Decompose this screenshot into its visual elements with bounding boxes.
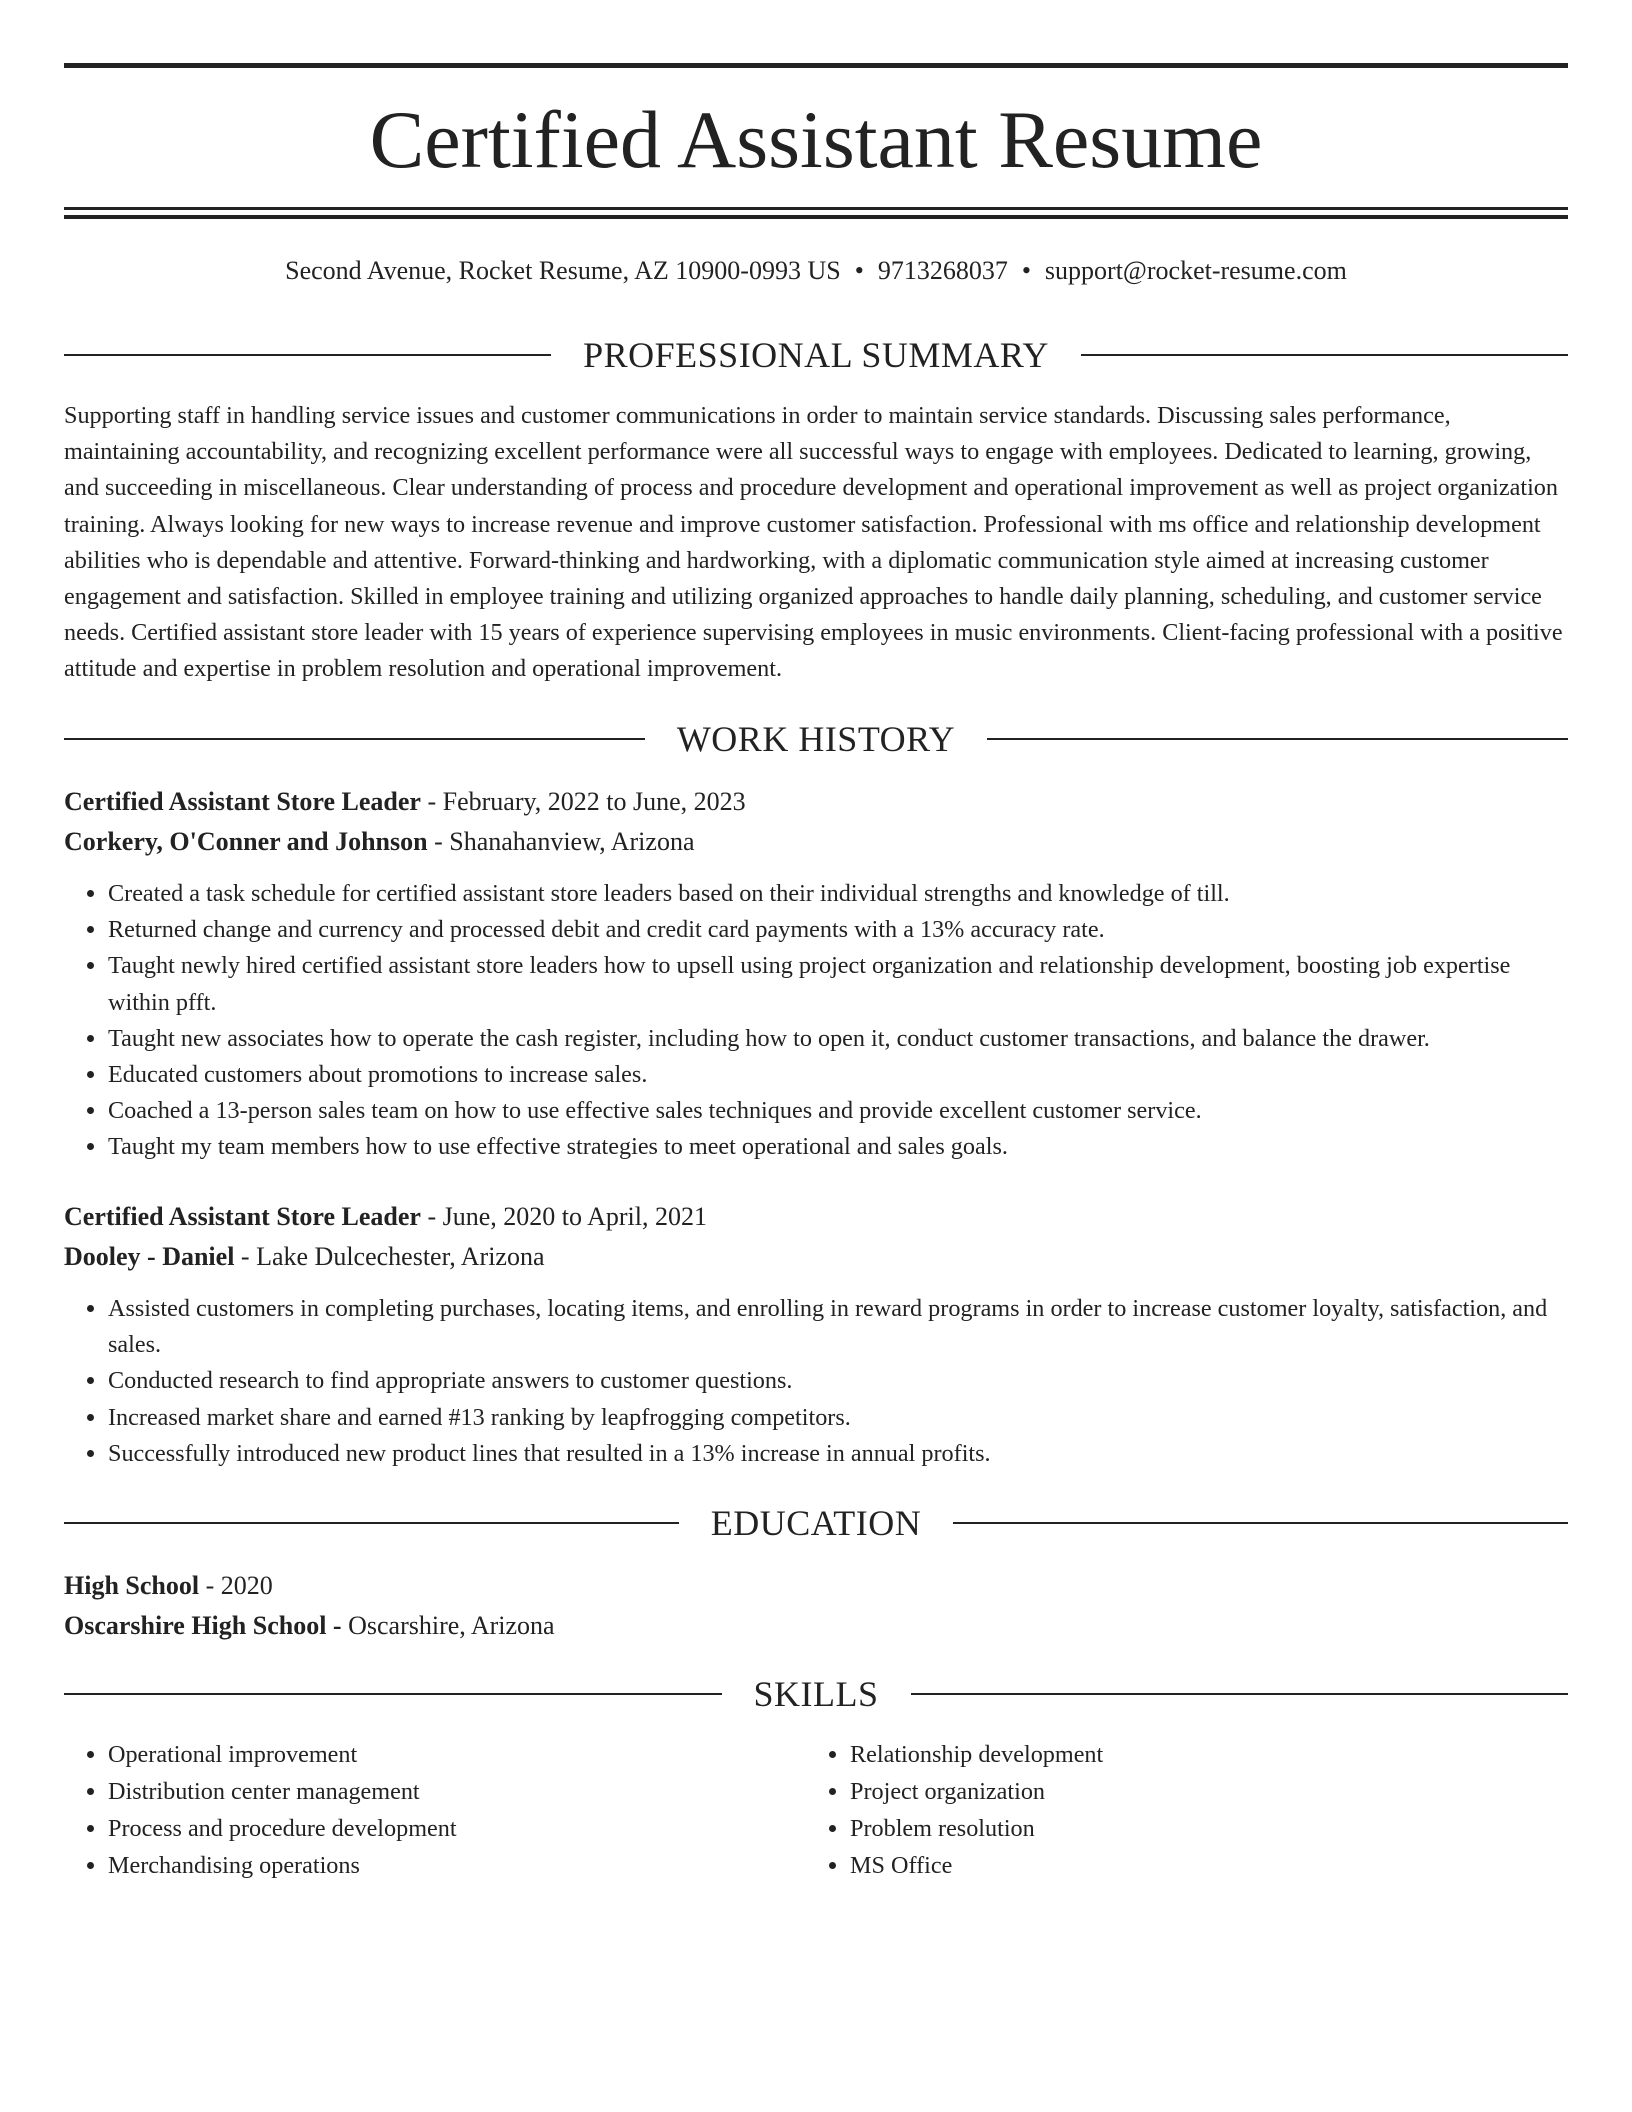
section-header-education	[64, 1501, 1568, 1545]
skill-item: • Merchandising operations	[108, 1847, 804, 1884]
section-header-skills	[64, 1672, 1568, 1716]
section-rule	[64, 1522, 679, 1524]
education-school-line	[64, 1606, 1568, 1646]
job-location: - Lake Dulcechester, Arizona	[234, 1242, 545, 1271]
skill-item: • MS Office	[850, 1847, 1546, 1884]
job-title: Certified Assistant Store Leader	[64, 787, 421, 816]
job-company-line	[64, 1237, 1568, 1277]
section-header-work	[64, 717, 1568, 761]
skill-item: • Process and procedure development	[108, 1810, 804, 1847]
section-rule	[1081, 354, 1568, 356]
title-rule-upper	[64, 207, 1568, 210]
list-item: • Taught newly hired certified assistant store leaders how to upsell using project organization and relationship development, boosting job expertise within pfft.	[108, 948, 1568, 1020]
list-item: • Taught my team members how to use effective strategies to meet operational and sales goals.	[108, 1129, 1568, 1165]
section-title: PROFESSIONAL SUMMARY	[583, 335, 1049, 375]
skill-item: • Problem resolution	[850, 1810, 1546, 1847]
contact-address: Second Avenue, Rocket Resume, AZ 10900-0993 US	[285, 256, 841, 285]
list-item: • Coached a 13-person sales team on how to use effective sales techniques and provide excellent customer service.	[108, 1093, 1568, 1129]
section-title: WORK HISTORY	[676, 719, 956, 759]
section-title: SKILLS	[753, 1674, 879, 1714]
skills-column-left	[64, 1736, 804, 1884]
job-company: Dooley - Daniel	[64, 1242, 235, 1271]
section-rule	[64, 354, 551, 356]
job-location: - Shanahanview, Arizona	[427, 827, 695, 856]
education-degree: High School	[64, 1571, 200, 1600]
job-title: Certified Assistant Store Leader	[64, 1202, 421, 1231]
section-rule	[64, 1693, 722, 1695]
contact-line	[64, 254, 1568, 288]
section-rule	[64, 738, 645, 740]
list-item: • Educated customers about promotions to increase sales.	[108, 1057, 1568, 1093]
job-dates: - June, 2020 to April, 2021	[420, 1202, 707, 1231]
resume-title: Certified Assistant Resume	[369, 94, 1263, 185]
section-rule	[911, 1693, 1569, 1695]
job-entry	[64, 782, 1568, 1166]
job-bullets	[64, 876, 1568, 1166]
job-dates: - February, 2022 to June, 2023	[420, 787, 746, 816]
list-item: • Conducted research to find appropriate answers to customer questions.	[108, 1363, 1568, 1399]
contact-separator: •	[1021, 256, 1031, 285]
summary-text: Supporting staff in handling service issues and customer communications in order to maintain service standards. Discussing sales performance, maintaining accountability, and recognizing excellent performance were all successful ways to engage with employees. Dedicated to learning, growing, and succeeding in miscellaneous. Clear understanding of process and procedure development and operational improvement as well as project organization training. Always looking for new ways to increase revenue and improve customer satisfaction. Professional with ms office and relationship development abilities who is dependable and attentive. Forward-thinking and hardworking, with a diplomatic communication style aimed at increasing customer engagement and satisfaction. Skilled in employee training and utilizing organized approaches to handle daily planning, scheduling, and customer service needs. Certified assistant store leader with 15 years of experience supervising employees in music environments. Client-facing professional with a positive attitude and expertise in problem resolution and operational improvement.	[64, 402, 1563, 683]
job-title-line	[64, 1197, 1568, 1237]
skills-list	[806, 1736, 1546, 1884]
title-rule-lower	[64, 215, 1568, 219]
education-entry	[64, 1566, 1568, 1646]
skills-column-right	[806, 1736, 1546, 1884]
education-school: Oscarshire High School -	[64, 1611, 342, 1640]
list-item: • Created a task schedule for certified assistant store leaders based on their individual strengths and knowledge of till.	[108, 876, 1568, 912]
job-company-line	[64, 822, 1568, 862]
contact-separator: •	[854, 256, 864, 285]
skill-item: • Operational improvement	[108, 1736, 804, 1773]
skill-item: • Project organization	[850, 1773, 1546, 1810]
list-item: • Successfully introduced new product lines that resulted in a 13% increase in annual profits.	[108, 1436, 1568, 1472]
top-rule	[64, 63, 1568, 68]
job-company: Corkery, O'Conner and Johnson	[64, 827, 428, 856]
section-header-summary	[64, 333, 1568, 377]
list-item: • Taught new associates how to operate the cash register, including how to open it, conduct customer transactions, and balance the drawer.	[108, 1021, 1568, 1057]
skills-list	[64, 1736, 804, 1884]
education-location: Oscarshire, Arizona	[341, 1611, 555, 1640]
education-degree-line	[64, 1566, 1568, 1606]
skill-item: • Distribution center management	[108, 1773, 804, 1810]
skill-item: • Relationship development	[850, 1736, 1546, 1773]
section-rule	[953, 1522, 1568, 1524]
contact-email: support@rocket-resume.com	[1044, 256, 1347, 285]
section-title: EDUCATION	[710, 1503, 922, 1543]
list-item: • Returned change and currency and processed debit and credit card payments with a 13% accuracy rate.	[108, 912, 1568, 948]
education-year: - 2020	[199, 1571, 273, 1600]
contact-phone: 9713268037	[877, 256, 1008, 285]
job-entry	[64, 1197, 1568, 1472]
job-title-line	[64, 782, 1568, 822]
section-rule	[987, 738, 1568, 740]
job-bullets	[64, 1291, 1568, 1472]
list-item: • Assisted customers in completing purchases, locating items, and enrolling in reward programs in order to increase customer loyalty, satisfaction, and sales.	[108, 1291, 1568, 1363]
list-item: • Increased market share and earned #13 ranking by leapfrogging competitors.	[108, 1400, 1568, 1436]
